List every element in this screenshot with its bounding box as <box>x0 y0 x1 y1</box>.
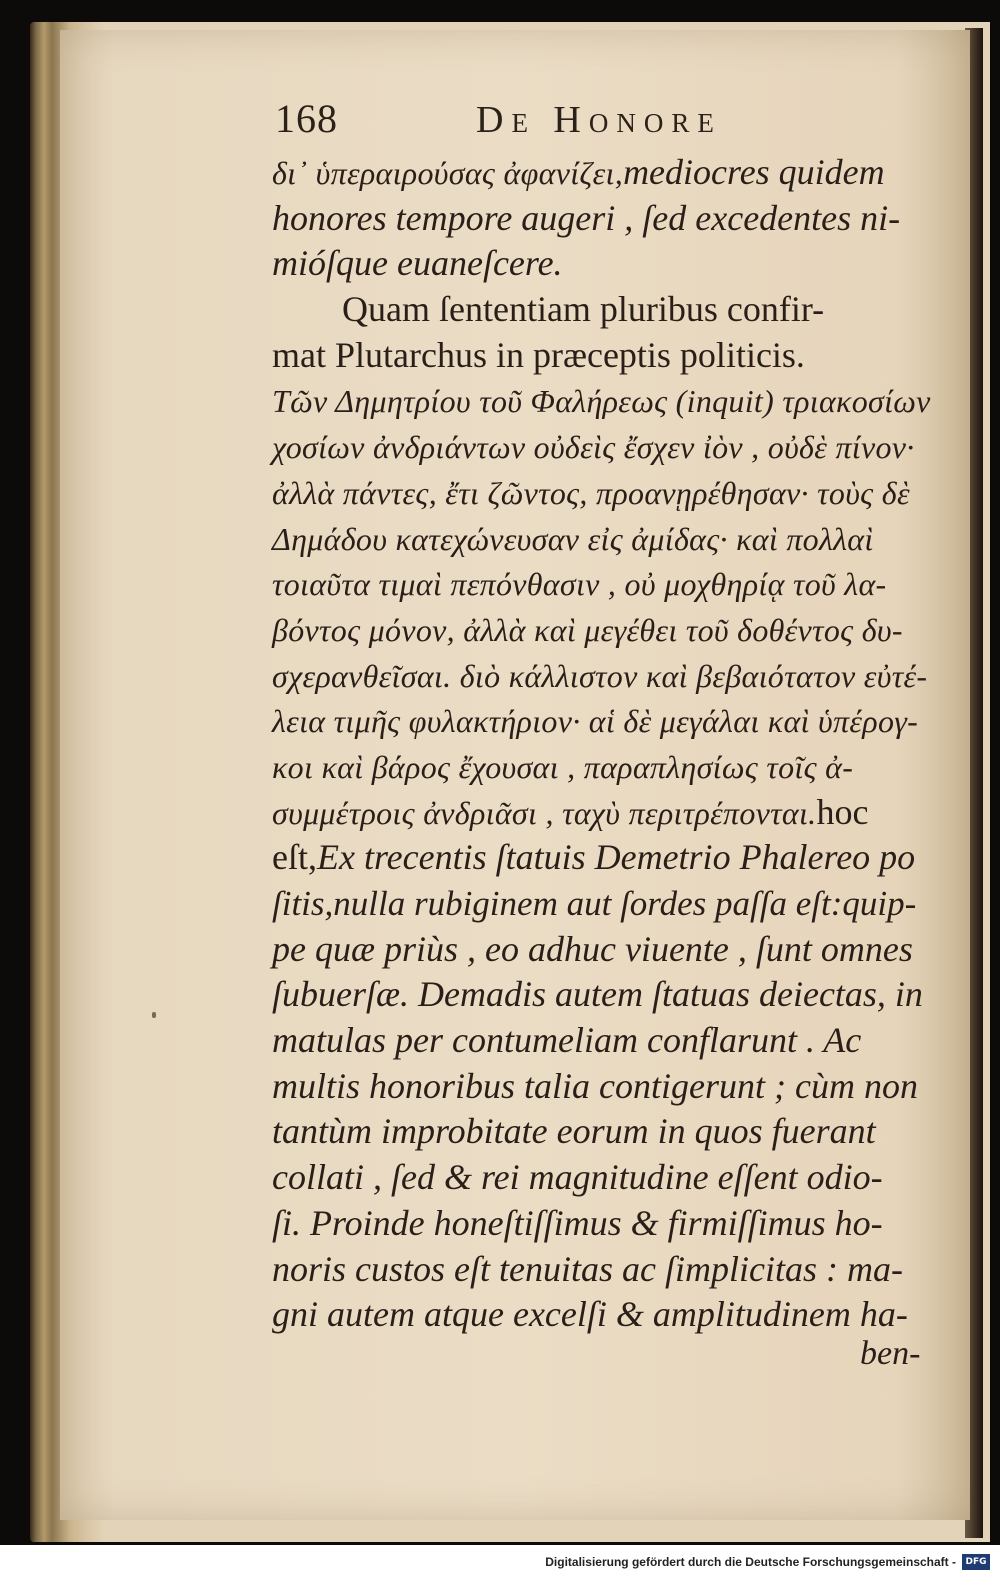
text-line <box>272 241 932 287</box>
text-line-main: mat Plutarchus in præceptis politicis. <box>272 334 805 375</box>
text-line-main: pe quæ priùs , eo adhuc viuente , ſunt omnes <box>272 928 913 969</box>
text-line <box>272 1201 932 1247</box>
text-line <box>272 1109 932 1155</box>
catchword: ben- <box>860 1335 921 1372</box>
text-line-main: κοι καὶ βάρος ἔχουσαι , παραπλησίως τοῖς ἀ- <box>272 748 854 785</box>
text-line <box>272 835 932 881</box>
text-line <box>272 607 932 653</box>
funding-credit: Digitalisierung gefördert durch die Deutsche Forschungsgemeinschaft - <box>545 1555 956 1569</box>
text-line-main: gni autem atque excelſi & amplitudinem ha- <box>272 1294 908 1335</box>
text-line <box>272 927 932 973</box>
text-line-main: mióſque euaneſcere. <box>272 243 563 284</box>
page-header <box>275 95 875 155</box>
page-number: 168 <box>275 96 338 141</box>
text-line-tail: hoc <box>816 791 869 832</box>
text-line-main: ſi. Proinde honeſtiſſimus & firmiſſimus ho- <box>272 1202 883 1243</box>
text-line <box>272 1018 932 1064</box>
text-line <box>272 1292 932 1338</box>
text-line-main: tantùm improbitate eorum in quos fuerant <box>272 1111 876 1152</box>
text-line <box>272 1064 932 1110</box>
text-line-main: honores tempore augeri , ſed excedentes ni- <box>272 197 901 238</box>
text-line <box>272 972 932 1018</box>
text-line <box>272 561 932 607</box>
text-line-main: βόντος μόνον, ἀλλὰ καὶ μεγέθει τοῦ δοθέντος δυ- <box>272 611 903 648</box>
text-line-main: Quam ſententiam pluribus confir- <box>342 289 825 330</box>
page-body-text <box>272 150 932 1338</box>
text-line-tail: mediocres quidem <box>623 152 885 192</box>
text-line <box>272 698 932 744</box>
text-line <box>272 790 932 836</box>
text-line-main: ἀλλὰ πάντες, ἔτι ζῶντος, προανῃρέθησαν· τοὺς δὲ <box>272 474 910 511</box>
text-line-main: collati , ſed & rei magnitudine eſſent odio- <box>272 1157 883 1198</box>
ink-spot <box>152 1012 156 1018</box>
text-line <box>272 333 932 379</box>
text-line-main: λεια τιμῆς φυλακτήριον· αἱ δὲ μεγάλαι καὶ ὑπέρογ- <box>272 703 919 740</box>
text-line-main: χοσίων ἀνδριάντων οὐδεὶς ἔσχεν ἰὸν , οὐδὲ πίνον· <box>272 429 915 466</box>
text-line <box>272 378 932 424</box>
text-line <box>272 744 932 790</box>
text-line-main: matulas per contumeliam conflarunt . Ac <box>272 1020 862 1061</box>
text-line-main: eſt, <box>272 837 317 878</box>
dfg-logo: DFG <box>962 1554 990 1570</box>
text-line-main: τοιαῦτα τιμαὶ πεπόνθασιν , οὐ μοχθηρίᾳ τοῦ λα- <box>272 566 887 603</box>
text-line-main: συμμέτροις ἀνδριᾶσι , ταχὺ περιτρέπονται. <box>272 794 817 831</box>
text-line-tail: Ex trecentis ſtatuis Demetrio Phalereo po <box>316 837 916 878</box>
text-line <box>272 287 932 333</box>
text-line <box>272 516 932 562</box>
text-line-main: multis honoribus talia contigerunt ; cùm non <box>272 1065 918 1106</box>
text-line <box>272 196 932 242</box>
footer-bar <box>0 1545 1000 1586</box>
text-line-main: noris custos eſt tenuitas ac ſimplicitas : ma- <box>272 1248 903 1289</box>
text-line-main: ſitis,nulla rubiginem aut ſordes paſſa eſt:quip- <box>272 884 917 923</box>
text-line <box>272 653 932 699</box>
text-line-main: Δημάδου κατεχώνευσαν εἰς ἀμίδας· καὶ πολλαὶ <box>272 520 874 557</box>
text-line <box>272 881 932 927</box>
text-line <box>272 150 932 196</box>
text-line-main: ſubuerſæ. Demadis autem ſtatuas deiectas, in <box>272 974 923 1015</box>
running-head: De Honore <box>476 99 722 141</box>
text-line <box>272 424 932 470</box>
text-line <box>272 470 932 516</box>
text-line-main: σχερανθεῖσαι. διὸ κάλλιστον καὶ βεβαιότατον εὐτέ- <box>272 657 928 694</box>
text-line-main: δι᾽ ὑπεραιρούσας ἀφανίζει, <box>272 155 624 191</box>
text-line <box>272 1247 932 1293</box>
text-line-main: Τῶν Δημητρίου τοῦ Φαλήρεως (inquit) τριακοσίων <box>272 383 931 420</box>
text-line <box>272 1155 932 1201</box>
